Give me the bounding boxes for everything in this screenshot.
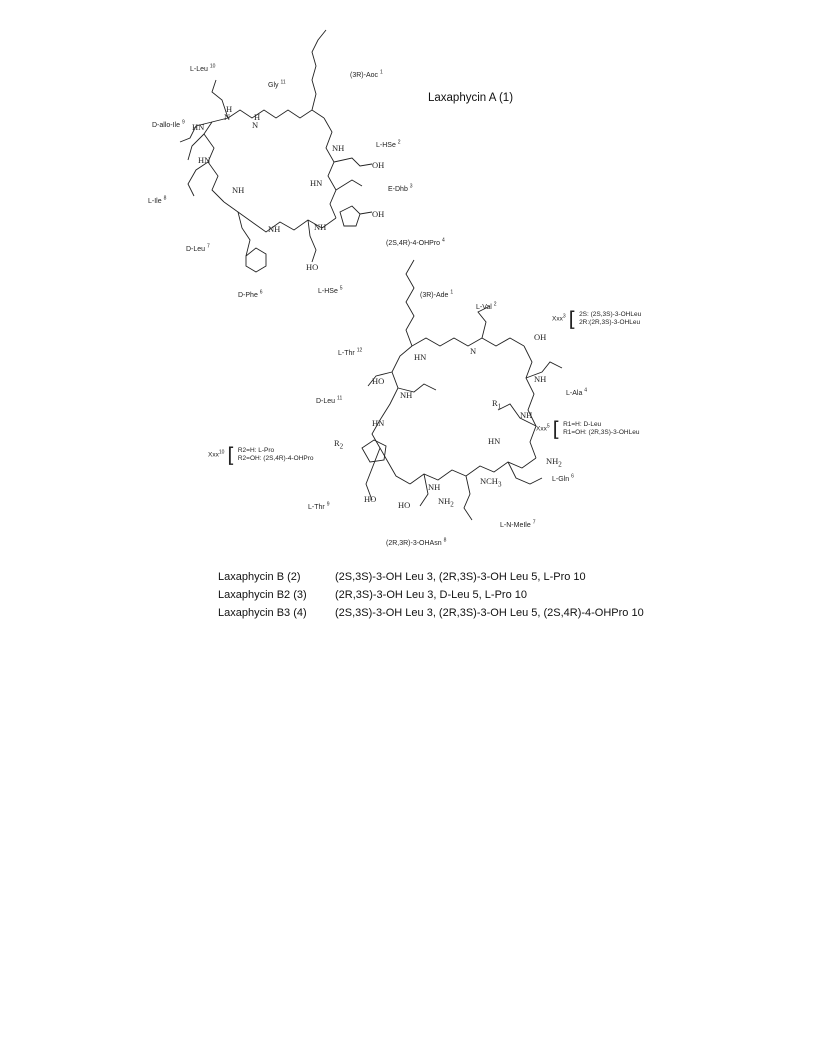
legend-compound: Laxaphycin B2 (3) bbox=[218, 589, 307, 601]
residue-name: E-Dhb bbox=[388, 186, 408, 193]
laxaphycin-b-residue-label bbox=[308, 501, 330, 511]
laxaphycin-a-residue-label bbox=[186, 243, 210, 253]
residue-number: 3 bbox=[409, 183, 413, 190]
xxx3-options: Xxx$^3$ [ 2S: (2S,3S)-3-OHLeu 2R:(2R,3S)-3-OHLeu bbox=[552, 307, 642, 331]
residue-number: 6 bbox=[259, 289, 263, 296]
xxx5-label: Xxx bbox=[536, 425, 547, 433]
residue-number: 6 bbox=[571, 473, 574, 480]
laxaphycin-a-residue-label bbox=[268, 79, 286, 89]
residue-number: 1 bbox=[450, 289, 454, 296]
xxx3-option-1: 2S: (2S,3S)-3-OHLeu bbox=[579, 311, 642, 318]
laxaphycin-b-residue-label bbox=[420, 289, 454, 299]
laxaphycin-a-residue-label bbox=[238, 289, 263, 299]
compound-legend bbox=[218, 568, 644, 622]
residue-number: 4 bbox=[442, 237, 445, 244]
laxaphycin-a-residue-label bbox=[388, 183, 413, 193]
residue-number: 12 bbox=[356, 347, 363, 354]
residue-number: 7 bbox=[207, 243, 210, 250]
residue-name: (2S,4R)-4-OHPro bbox=[386, 240, 441, 247]
legend-description: (2R,3S)-3-OH Leu 3, D-Leu 5, L-Pro 10 bbox=[335, 589, 527, 601]
laxaphycin-b-residue-label bbox=[316, 395, 343, 405]
residue-number: 11 bbox=[337, 395, 343, 402]
laxaphycin-a-residue-label bbox=[386, 237, 445, 247]
xxx5-number: 5 bbox=[546, 423, 550, 430]
residue-name: L-Ile bbox=[148, 198, 162, 205]
residue-name: L-HSe bbox=[376, 142, 396, 149]
laxaphycin-b-residue-label bbox=[386, 537, 447, 547]
residue-number: 5 bbox=[339, 285, 343, 292]
residue-name: L-Leu bbox=[190, 66, 208, 73]
residue-name: (2R,3R)-3-OHAsn bbox=[386, 540, 442, 547]
residue-name: D-Leu bbox=[316, 398, 336, 405]
xxx3-option-2: 2R:(2R,3S)-3-OHLeu bbox=[579, 319, 641, 326]
xxx5-option-1: R1=H: D-Leu bbox=[563, 421, 602, 428]
laxaphycin-b-residue-label bbox=[338, 347, 363, 357]
legend-row bbox=[218, 586, 644, 604]
xxx10-option-2: R2=OH: (2S,4R)-4-OHPro bbox=[237, 455, 314, 462]
residue-number: 9 bbox=[326, 501, 330, 508]
laxaphycin-b-residue-label bbox=[500, 519, 536, 529]
xxx10-option-1: R2=H: L-Pro bbox=[237, 447, 275, 454]
xxx3-label: Xxx bbox=[552, 315, 563, 323]
laxaphycin-a-residue-label bbox=[148, 195, 167, 205]
residue-number: 8 bbox=[443, 537, 447, 544]
laxaphycin-a-residue-label bbox=[152, 119, 185, 129]
residue-name: L-N-MeIle bbox=[500, 522, 531, 529]
legend-compound: Laxaphycin B (2) bbox=[218, 571, 301, 583]
laxaphycin-b-structure bbox=[362, 260, 562, 520]
residue-name: L-Gln bbox=[552, 476, 570, 483]
laxaphycin-b-residue-label bbox=[476, 301, 497, 311]
residue-number: 7 bbox=[532, 519, 536, 526]
laxaphycin-a-residue-label bbox=[190, 63, 216, 73]
residue-number: 2 bbox=[493, 301, 497, 308]
laxaphycin-a-residue-label bbox=[318, 285, 343, 295]
residue-number: 4 bbox=[584, 387, 588, 394]
residue-name: L-Thr bbox=[308, 504, 325, 511]
residue-number: 8 bbox=[163, 195, 167, 202]
xxx5-options: Xxx$^5$ [ R1=H: D-Leu R1=OH: (2R,3S)-3-OHLeu bbox=[536, 417, 640, 441]
legend-row bbox=[218, 568, 644, 586]
laxaphycin-b-residue-label bbox=[566, 387, 588, 397]
legend-description: (2S,3S)-3-OH Leu 3, (2R,3S)-3-OH Leu 5, (2S,4R)-4-OHPro 10 bbox=[335, 607, 644, 619]
xxx10-number: 10 bbox=[218, 449, 225, 456]
residue-name: L-Thr bbox=[338, 350, 355, 357]
laxaphycin-a-residue-label bbox=[376, 139, 401, 149]
residue-number: 2 bbox=[397, 139, 401, 146]
laxaphycin-a-residue-label bbox=[350, 69, 383, 79]
xxx10-options: Xxx$^{10}$ [ R2=H: L-Pro R2=OH: (2S,4R)-4-OHPro bbox=[208, 443, 314, 467]
legend-description: (2S,3S)-3-OH Leu 3, (2R,3S)-3-OH Leu 5, L-Pro 10 bbox=[335, 571, 586, 583]
residue-name: (3R)-Ade bbox=[420, 292, 449, 299]
residue-number: 10 bbox=[209, 63, 216, 70]
laxaphycin-b-residue-label bbox=[552, 473, 574, 483]
xxx3-number: 3 bbox=[562, 313, 566, 320]
residue-name: D-Leu bbox=[186, 246, 206, 253]
xxx5-option-2: R1=OH: (2R,3S)-3-OHLeu bbox=[563, 429, 640, 436]
residue-name: Gly bbox=[268, 82, 279, 89]
residue-number: 11 bbox=[280, 79, 286, 86]
residue-name: L-Val bbox=[476, 304, 492, 311]
residue-name: (3R)-Aoc bbox=[350, 72, 379, 79]
residue-number: 1 bbox=[379, 69, 383, 76]
residue-name: L-Ala bbox=[566, 390, 583, 397]
legend-row bbox=[218, 604, 644, 622]
compound-a-title: Laxaphycin A (1) bbox=[428, 92, 514, 104]
residue-number: 9 bbox=[181, 119, 185, 126]
xxx10-label: Xxx bbox=[208, 451, 219, 459]
legend-compound: Laxaphycin B3 (4) bbox=[218, 607, 307, 619]
residue-name: L-HSe bbox=[318, 288, 338, 295]
residue-name: D-allo-Ile bbox=[152, 122, 181, 129]
residue-name: D-Phe bbox=[238, 292, 258, 299]
